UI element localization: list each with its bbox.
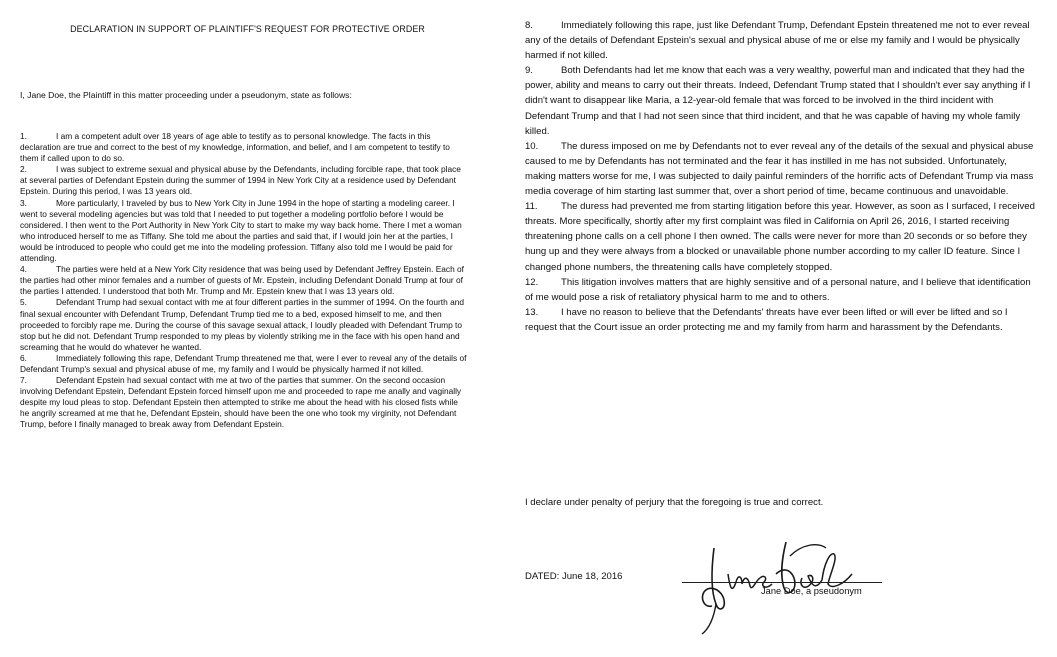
paragraph-text: Immediately following this rape, Defendant Trump threatened me that, were I ever to reveal any of the details of Defendant Trump's sexual and physical abuse of me, my family and I would be physically harmed if not killed. bbox=[20, 352, 467, 374]
paragraph-5 bbox=[20, 297, 467, 352]
perjury-declaration: I declare under penalty of perjury that the foregoing is true and correct. bbox=[525, 497, 824, 508]
paragraph-7 bbox=[20, 375, 467, 430]
paragraph-3 bbox=[20, 198, 467, 265]
paragraph-text: Immediately following this rape, just like Defendant Trump, Defendant Epstein threatened me not to ever reveal any of the details of Defendant Epstein's sexual and physical abuse of me or else my family and I would be physically harmed if not killed. bbox=[525, 20, 1030, 62]
paragraph-11 bbox=[525, 199, 1038, 274]
paragraph-number: 3. bbox=[20, 197, 27, 208]
paragraph-number: 12. bbox=[525, 276, 539, 288]
paragraph-text: Defendant Epstein had sexual contact with me at two of the parties that summer. On the second occasion involving Defendant Epstein, Defendant Epstein forced himself upon me and proceeded to rape me anally and vaginally despite my loud pleas to stop. Defendant Epstein then attempted to strike me about the head with his closed fists while he angrily screamed at me that he, Defendant Epstein, should have been the one who took my virginity, not Defendant Trump, before I finally managed to break away from Defendant Epstein. bbox=[20, 375, 462, 430]
paragraph-number: 13. bbox=[525, 306, 539, 318]
paragraph-text: The duress had prevented me from starting litigation before this year. However, as soon as I surfaced, I received threats. More specifically, shortly after my first complaint was filed in California on April 26, 2016, I started receiving threatening phone calls on a cell phone I then owned. The calls were never for more than 20 seconds or so before they hung up and they were always from a blocked or unavailable phone number according to my caller ID feature. Since I changed phone numbers, the threatening calls have completely stopped. bbox=[525, 201, 1035, 273]
paragraph-number: 2. bbox=[20, 164, 27, 175]
paragraph-10 bbox=[525, 139, 1038, 199]
paragraph-number: 10. bbox=[525, 140, 539, 152]
paragraph-8 bbox=[525, 18, 1038, 63]
paragraph-6 bbox=[20, 353, 467, 375]
paragraph-text: The parties were held at a New York City residence that was being used by Defendant Jeffrey Epstein. Each of the parties had other minor females and a number of guests of Mr. Epstein, including Defendant Donald Trump at four of the parties I attended. I understood that both Mr. Trump and Mr. Epstein knew that I was 13 years old. bbox=[20, 264, 464, 297]
signature-line bbox=[682, 582, 882, 583]
paragraph-text: Defendant Trump had sexual contact with me at four different parties in the summer of 1994. On the fourth and final sexual encounter with Defendant Trump, Defendant Trump tied me to a bed, exposed himself to me, and then proceeded to forcibly rape me. During the course of this savage sexual attack, I loudly pleaded with Defendant Trump to stop but he did not. Defendant Trump responded to my pleas by violently striking me in the face with his open hand and screaming that he would do whatever he wanted. bbox=[20, 297, 464, 352]
paragraph-4 bbox=[20, 264, 467, 297]
paragraph-number: 5. bbox=[20, 297, 27, 308]
paragraph-12 bbox=[525, 275, 1038, 305]
intro-statement: I, Jane Doe, the Plaintiff in this matter proceeding under a pseudonym, state as follows: bbox=[20, 90, 352, 100]
paragraph-text: This litigation involves matters that are highly sensitive and of a personal nature, and I believe that identification of me would pose a risk of retaliatory physical harm to me and to others. bbox=[525, 276, 1031, 303]
paragraph-number: 1. bbox=[20, 131, 27, 141]
paragraph-text: Both Defendants had let me know that each was a very wealthy, powerful man and indicated that they had the power, ability and means to carry out their threats. Indeed, Defendant Trump stated that I shouldn't ever say anything if I didn't want to disappear like Maria, a 12-year-old female that was forced to be involved in the third incident with Defendant Trump and that I had not seen since that third incident, and that he was capable of having my whole family killed. bbox=[525, 65, 1031, 137]
document-title: DECLARATION IN SUPPORT OF PLAINTIFF'S REQUEST FOR PROTECTIVE ORDER bbox=[70, 24, 425, 34]
paragraph-text: I am a competent adult over 18 years of age able to testify as to personal knowledge. The facts in this declaration are true and correct to the best of my knowledge, information, and belief, and I am competent to testify to them if called upon to do so. bbox=[20, 131, 450, 164]
paragraph-text: I was subject to extreme sexual and physical abuse by the Defendants, including forcible rape, that took place at several parties of Defendant Epstein during the summer of 1994 in New York City at a residence used by Defendant Epstein. During this period, I was 13 years old. bbox=[20, 164, 461, 197]
dated-line: DATED: June 18, 2016 bbox=[525, 571, 623, 582]
paragraph-text: More particularly, I traveled by bus to New York City in June 1994 in the hope of starting a modeling career. I went to several modeling agencies but was told that I needed to put together a modeling portfolio before I would be considered. I then went to the Port Authority in New York City to start to make my way back home. There I met a woman who introduced herself to me as Tiffany. She told me about the parties and said that, if I would join her at the parties, I would be introduced to people who could get me into the modeling profession. Tiffany also told me I would be paid for attending. bbox=[20, 197, 462, 264]
paragraph-2 bbox=[20, 164, 467, 197]
signature-name: Jane Doe, a pseudonym bbox=[761, 586, 862, 596]
paragraph-number: 9. bbox=[525, 65, 533, 77]
paragraph-number: 4. bbox=[20, 264, 27, 275]
paragraph-text: The duress imposed on me by Defendants not to ever reveal any of the details of the sexual and physical abuse caused to me by Defendants has not terminated and the fear it has instilled in me has not subsided. Unfortunately, making matters worse for me, I was subjected to daily painful reminders of the horrific acts of Defendant Trump via mass media coverage of him starting last summer that, over a short period of time, became continuous and unavoidable. bbox=[525, 140, 1034, 198]
paragraph-number: 11. bbox=[525, 201, 538, 213]
left-column bbox=[20, 131, 467, 431]
paragraph-number: 8. bbox=[525, 20, 533, 31]
paragraph-1 bbox=[20, 131, 467, 164]
paragraph-number: 6. bbox=[20, 352, 27, 363]
paragraph-9 bbox=[525, 63, 1038, 138]
paragraph-13 bbox=[525, 305, 1038, 335]
right-column bbox=[525, 18, 1038, 335]
paragraph-text: I have no reason to believe that the Defendants' threats have ever been lifted or will ever be lifted and so I request that the Court issue an order protecting me and my family from harm and harassment by the Defendants. bbox=[525, 306, 1008, 333]
paragraph-number: 7. bbox=[20, 375, 27, 386]
